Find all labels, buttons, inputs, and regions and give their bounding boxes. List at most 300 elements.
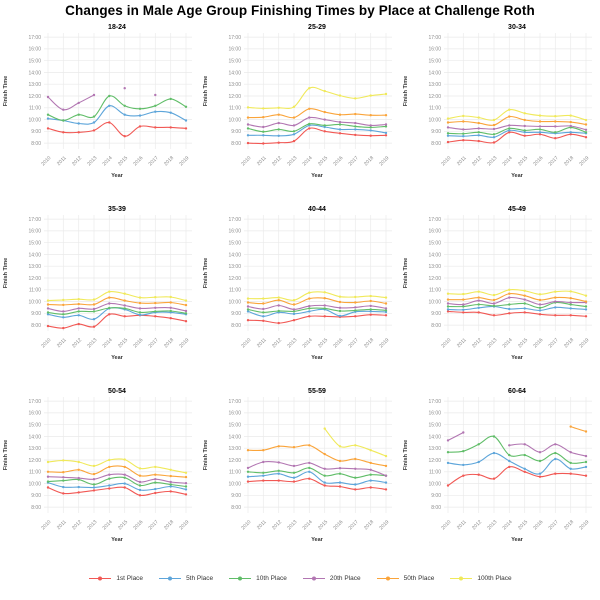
x-tick-label: 2014 [501,519,514,532]
data-point [93,94,95,96]
data-point [385,475,387,477]
x-tick-label: 2010 [440,519,453,532]
data-point [278,310,280,312]
data-point [324,481,326,483]
data-point [524,129,526,131]
data-point [370,124,372,126]
series-line-5th-place [448,306,586,310]
data-point [447,305,449,307]
data-point [247,305,249,307]
data-point [124,105,126,107]
data-point [462,293,464,295]
y-tick-label: 10:00 [428,481,441,488]
y-tick-label: 9:00 [31,129,41,136]
data-point [478,291,480,293]
legend-key-icon [302,574,326,583]
data-point [570,290,572,292]
x-tick-label: 2012 [71,519,84,532]
data-point [570,473,572,475]
data-point [524,119,526,121]
data-point [308,123,310,125]
y-tick-label: 15:00 [228,240,241,247]
data-point [585,461,587,463]
data-point [570,125,572,127]
data-point [339,296,341,298]
y-tick-label: 16:00 [228,410,241,417]
y-tick-label: 16:00 [428,410,441,417]
data-point [447,121,449,123]
data-point [278,142,280,144]
data-point [354,134,356,136]
data-point [478,134,480,136]
data-point [385,488,387,490]
facet-title: 55-59 [308,388,326,395]
data-point [354,468,356,470]
data-point [154,492,156,494]
y-tick-label: 8:00 [231,504,241,511]
data-point [47,307,49,309]
data-point [262,308,264,310]
data-point [570,307,572,309]
x-tick-label: 2019 [178,337,191,350]
data-point [524,135,526,137]
data-point [293,106,295,108]
data-point [185,482,187,484]
x-tick-label: 2014 [101,155,114,168]
y-tick-label: 17:00 [428,34,441,41]
legend-item [449,574,511,583]
data-point [170,296,172,298]
x-tick-label: 2010 [240,337,253,350]
data-point [78,298,80,300]
y-tick-label: 17:00 [28,398,41,405]
data-point [462,309,464,311]
data-point [278,479,280,481]
series-line-50th-place [571,427,586,432]
data-point [354,309,356,311]
y-tick-label: 10:00 [28,117,41,124]
data-point [554,120,556,122]
y-tick-label: 16:00 [28,46,41,53]
facet-title: 30-34 [508,24,526,31]
data-point [154,478,156,480]
data-point [62,459,64,461]
data-point [462,311,464,313]
data-point [278,461,280,463]
data-point [478,311,480,313]
x-tick-label: 2016 [332,155,345,168]
x-tick-label: 2010 [40,155,53,168]
x-tick-label: 2015 [117,519,130,532]
data-point [493,299,495,301]
data-point [478,303,480,305]
data-point [462,115,464,117]
data-point [385,132,387,134]
data-point [185,304,187,306]
data-point [78,323,80,325]
data-point [170,112,172,114]
y-tick-label: 8:00 [431,504,441,511]
data-point [478,474,480,476]
data-point [447,451,449,453]
data-point [539,303,541,305]
data-point [278,296,280,298]
x-tick-label: 2018 [163,337,176,350]
series-line-100th-place [448,109,586,120]
data-point [278,299,280,301]
data-point [47,461,49,463]
y-tick-label: 15:00 [228,58,241,65]
data-point [124,486,126,488]
data-point [247,471,249,473]
data-point [124,307,126,309]
data-point [339,132,341,134]
legend-item [228,574,287,583]
series-line-1st-place [48,487,186,495]
x-tick-label: 2018 [363,155,376,168]
data-point [262,472,264,474]
data-point [62,310,64,312]
data-point [308,108,310,110]
data-point [308,315,310,317]
data-point [293,446,295,448]
data-point [447,439,449,441]
y-tick-label: 13:00 [428,82,441,88]
y-tick-label: 15:00 [28,58,41,65]
data-point [262,449,264,451]
data-point [308,292,310,294]
y-axis-title: Finish Time [403,75,409,107]
data-point [339,121,341,123]
data-point [78,131,80,133]
y-tick-label: 16:00 [428,228,441,235]
legend-item [302,574,361,583]
data-point [508,293,510,295]
y-tick-label: 10:00 [28,299,41,306]
data-point [47,303,49,305]
x-tick-label: 2013 [486,519,499,532]
y-tick-label: 14:00 [228,252,241,259]
data-point [462,431,464,433]
data-point [247,476,249,478]
data-point [370,305,372,307]
y-tick-label: 15:00 [228,422,241,429]
data-point [78,477,80,479]
x-tick-label: 2016 [532,155,545,168]
data-point [78,469,80,471]
data-point [539,307,541,309]
data-point [185,476,187,478]
data-point [462,464,464,466]
data-point [508,109,510,111]
data-point [62,299,64,301]
facet-title: 40-44 [308,206,326,213]
data-point [447,135,449,137]
data-point [78,486,80,488]
legend-label: 100th Place [477,575,512,582]
data-point [354,483,356,485]
data-point [370,314,372,316]
data-point [554,300,556,302]
data-point [478,140,480,142]
data-point [293,319,295,321]
data-point [308,467,310,469]
data-point [293,124,295,126]
y-tick-label: 12:00 [28,457,41,464]
y-tick-label: 13:00 [28,82,41,88]
x-tick-label: 2019 [378,155,391,168]
data-point [585,455,587,457]
data-point [370,300,372,302]
x-tick-label: 2012 [471,519,484,532]
x-tick-label: 2012 [71,155,84,168]
x-tick-label: 2019 [178,155,191,168]
data-point [62,304,64,306]
data-point [139,125,141,127]
data-point [170,307,172,309]
y-tick-label: 10:00 [428,299,441,306]
data-point [370,449,372,451]
data-point [78,491,80,493]
y-tick-label: 8:00 [231,322,241,329]
data-point [524,290,526,292]
data-point [493,478,495,480]
data-point [124,114,126,116]
data-point [170,317,172,319]
data-point [93,486,95,488]
data-point [554,131,556,133]
data-point [385,93,387,95]
y-tick-label: 10:00 [228,481,241,488]
data-point [62,471,64,473]
data-point [493,136,495,138]
x-axis-title: Year [311,355,323,361]
y-tick-label: 11:00 [428,469,441,476]
data-point [324,124,326,126]
data-point [124,299,126,301]
data-point [478,122,480,124]
data-point [139,302,141,304]
data-point [324,427,326,429]
data-point [262,107,264,109]
data-point [508,124,510,126]
x-tick-label: 2017 [347,155,360,168]
x-tick-label: 2011 [255,519,268,532]
y-tick-label: 8:00 [31,140,41,147]
data-point [108,313,110,315]
data-point [278,445,280,447]
data-point [108,296,110,298]
data-point [324,90,326,92]
data-point [570,425,572,427]
data-point [124,135,126,137]
y-tick-label: 8:00 [431,140,441,147]
data-point [124,315,126,317]
data-point [524,112,526,114]
y-tick-label: 12:00 [428,93,441,100]
x-tick-label: 2017 [147,337,160,350]
series-line-100th-place [248,87,386,108]
series-line-5th-place [248,472,386,485]
y-tick-label: 12:00 [228,457,241,464]
data-point [539,476,541,478]
data-point [293,308,295,310]
data-point [185,472,187,474]
data-point [170,481,172,483]
data-point [508,289,510,291]
y-tick-label: 16:00 [28,410,41,417]
series-line-1st-place [248,315,386,323]
x-tick-label: 2013 [86,519,99,532]
x-tick-label: 2015 [117,337,130,350]
data-point [447,308,449,310]
data-point [247,467,249,469]
facet-35-39 [0,202,200,384]
data-point [170,469,172,471]
data-point [154,296,156,298]
data-point [447,141,449,143]
data-point [154,466,156,468]
x-tick-label: 2019 [178,519,191,532]
x-tick-label: 2011 [455,519,468,532]
data-point [247,116,249,118]
data-point [370,129,372,131]
data-point [447,126,449,128]
facet-40-44 [200,202,400,384]
data-point [570,314,572,316]
x-tick-label: 2010 [40,337,53,350]
series-line-50th-place [248,298,386,305]
data-point [139,296,141,298]
data-point [324,297,326,299]
series-line-100th-place [448,290,586,296]
y-tick-label: 11:00 [28,105,41,112]
data-point [108,95,110,97]
data-point [493,452,495,454]
data-point [354,306,356,308]
data-point [262,311,264,313]
data-point [47,299,49,301]
data-point [539,299,541,301]
data-point [185,119,187,121]
data-point [508,454,510,456]
data-point [570,301,572,303]
data-point [247,319,249,321]
y-tick-label: 14:00 [228,70,241,77]
data-point [139,311,141,313]
data-point [508,127,510,129]
legend-point [238,577,242,581]
x-tick-label: 2010 [440,337,453,350]
facet-30-34 [400,20,600,202]
data-point [524,307,526,309]
legend-label: 5th Place [186,575,214,582]
x-tick-label: 2018 [163,155,176,168]
data-point [385,123,387,125]
y-tick-label: 14:00 [28,434,41,441]
data-point [185,493,187,495]
data-point [247,134,249,136]
data-point [324,468,326,470]
data-point [570,297,572,299]
facet-title: 25-29 [308,24,326,31]
data-point [585,119,587,121]
x-tick-label: 2011 [255,337,268,350]
x-tick-label: 2017 [347,337,360,350]
data-point [139,108,141,110]
x-tick-label: 2013 [86,337,99,350]
y-tick-label: 15:00 [428,422,441,429]
facet-45-49 [400,202,600,384]
y-tick-label: 17:00 [428,398,441,405]
data-point [324,118,326,120]
x-tick-label: 2014 [501,337,514,350]
data-point [493,294,495,296]
data-point [78,303,80,305]
data-point [478,443,480,445]
x-tick-label: 2015 [317,155,330,168]
x-axis-title: Year [511,355,523,361]
x-tick-label: 2015 [317,519,330,532]
x-tick-label: 2015 [117,155,130,168]
data-point [293,480,295,482]
data-point [539,125,541,127]
x-tick-label: 2018 [363,519,376,532]
data-point [278,122,280,124]
data-point [585,305,587,307]
data-point [585,136,587,138]
y-axis-title: Finish Time [3,75,9,107]
x-tick-label: 2018 [563,337,576,350]
x-tick-label: 2014 [101,337,114,350]
x-tick-label: 2010 [440,155,453,168]
y-tick-label: 17:00 [28,216,41,223]
x-tick-label: 2012 [471,337,484,350]
legend-key-icon [376,574,400,583]
data-point [370,114,372,116]
data-point [108,484,110,486]
data-point [139,467,141,469]
data-point [185,312,187,314]
x-tick-label: 2014 [301,337,314,350]
data-point [339,310,341,312]
facet-title: 50-54 [108,388,126,395]
data-point [554,291,556,293]
data-point [308,307,310,309]
data-point [447,302,449,304]
data-point [339,460,341,462]
x-tick-label: 2013 [86,155,99,168]
data-point [554,115,556,117]
data-point [339,485,341,487]
data-point [108,459,110,461]
data-point [462,120,464,122]
y-tick-label: 9:00 [31,493,41,500]
data-point [139,489,141,491]
data-point [93,298,95,300]
legend-point [386,577,390,581]
legend [0,574,600,583]
data-point [247,142,249,144]
y-tick-label: 16:00 [228,46,241,53]
data-point [385,134,387,136]
x-tick-label: 2013 [286,519,299,532]
data-point [170,483,172,485]
data-point [585,475,587,477]
y-axis-title: Finish Time [3,439,9,471]
data-point [170,490,172,492]
data-point [262,116,264,118]
